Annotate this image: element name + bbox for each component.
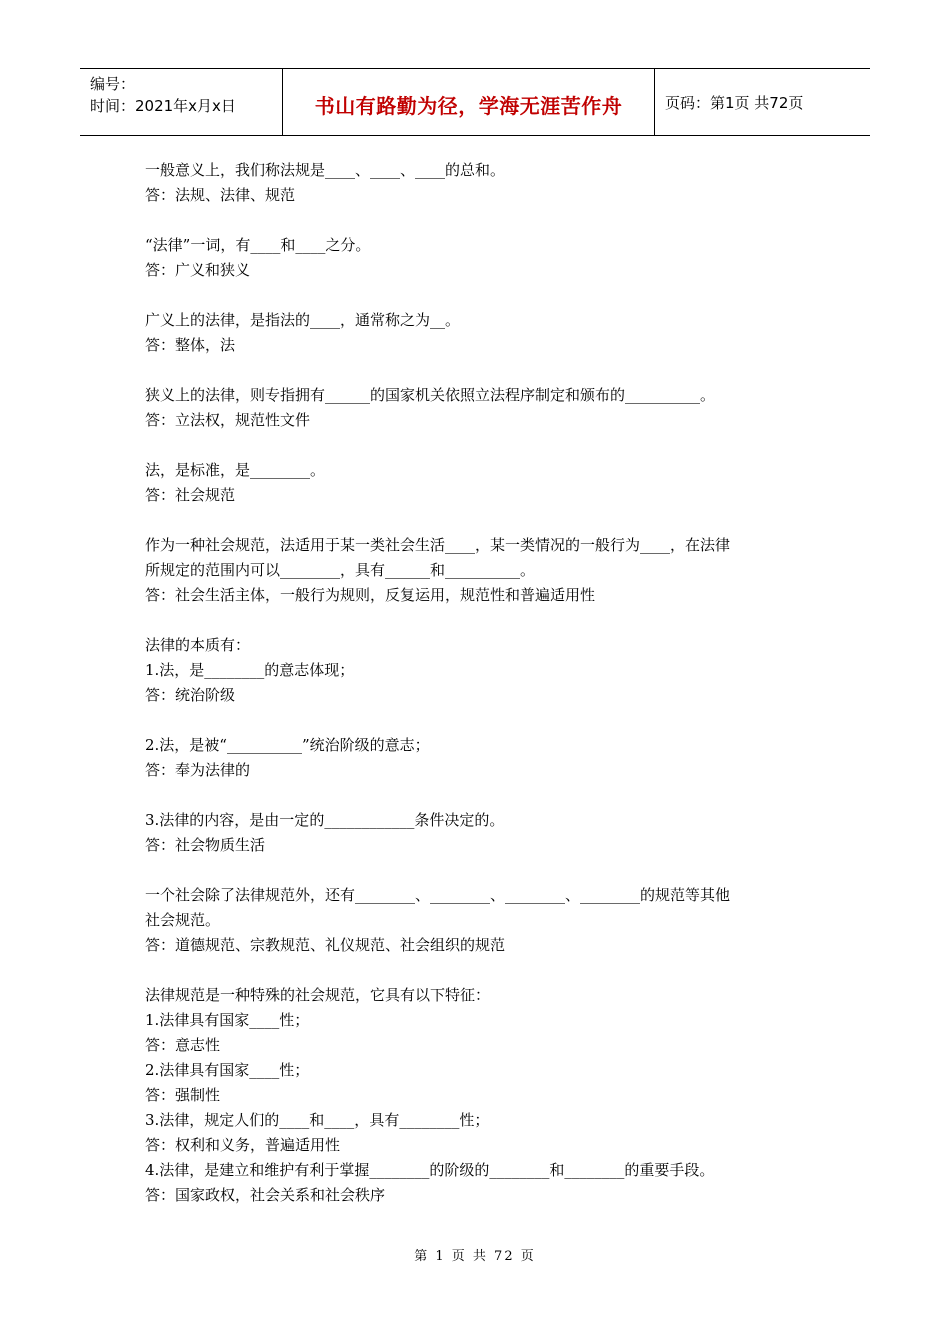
answer-line: 答：整体，法: [145, 336, 236, 354]
motto: 书山有路勤为径，学海无涯苦作舟: [283, 69, 655, 135]
question-line: 狭义上的法律，则专指拥有______的国家机关依照立法程序制定和颁布的__________。: [145, 386, 716, 404]
question-line: 2.法，是被“__________”统治阶级的意志；: [145, 736, 430, 754]
paragraph-gap: [145, 708, 815, 733]
answer-line: 答：意志性: [145, 1036, 221, 1054]
question-line: 1.法律具有国家____性；: [145, 1011, 310, 1029]
paragraph-gap: [145, 358, 815, 383]
answer-line: 答：法规、法律、规范: [145, 186, 296, 204]
question-line: 社会规范。: [145, 911, 221, 929]
code-label: 编号：: [90, 75, 136, 93]
question-line: 2.法律具有国家____性；: [145, 1061, 310, 1079]
header-table: [80, 68, 870, 136]
answer-line: 答：社会物质生活: [145, 836, 266, 854]
answer-line: 答：权利和义务，普遍适用性: [145, 1136, 341, 1154]
paragraph-gap: [145, 858, 815, 883]
header-meta-cell: [80, 69, 283, 135]
answer-line: 答：国家政权，社会关系和社会秩序: [145, 1186, 386, 1204]
question-line: 一般意义上，我们称法规是____、____、____的总和。: [145, 161, 506, 179]
answer-line: 答：社会生活主体，一般行为规则，反复运用，规范性和普遍适用性: [145, 586, 596, 604]
document-body: [145, 158, 815, 1208]
paragraph-gap: [145, 283, 815, 308]
answer-line: 答：道德规范、宗教规范、礼仪规范、社会组织的规范: [145, 936, 506, 954]
paragraph-gap: [145, 608, 815, 633]
question-line: “法律”一词，有____和____之分。: [145, 236, 371, 254]
paragraph-gap: [145, 433, 815, 458]
question-line: 4.法律，是建立和维护有利于掌握________的阶级的________和________的重要手段。: [145, 1161, 715, 1179]
paragraph-gap: [145, 208, 815, 233]
question-line: 法，是标准，是________。: [145, 461, 326, 479]
question-line: 作为一种社会规范，法适用于某一类社会生活____，某一类情况的一般行为____，在法律: [145, 536, 731, 554]
answer-line: 答：社会规范: [145, 486, 236, 504]
answer-line: 答：立法权，规范性文件: [145, 411, 311, 429]
time-label: 时间：2021年x月x日: [90, 97, 236, 115]
paragraph-gap: [145, 508, 815, 533]
paragraph-gap: [145, 783, 815, 808]
question-line: 法律规范是一种特殊的社会规范，它具有以下特征：: [145, 986, 491, 1004]
header-page-info: 页码：第1页 共72页: [665, 93, 804, 112]
question-line: 3.法律的内容，是由一定的____________条件决定的。: [145, 811, 505, 829]
paragraph-gap: [145, 958, 815, 983]
page-footer: 第 1 页 共 72 页: [414, 1249, 536, 1264]
question-line: 1.法，是________的意志体现；: [145, 661, 355, 679]
question-line: 法律的本质有：: [145, 636, 251, 654]
question-line: 3.法律，规定人们的____和____，具有________性；: [145, 1111, 490, 1129]
question-line: 所规定的范围内可以________，具有______和__________。: [145, 561, 536, 579]
answer-line: 答：强制性: [145, 1086, 221, 1104]
answer-line: 答：奉为法律的: [145, 761, 251, 779]
question-line: 广义上的法律，是指法的____，通常称之为__。: [145, 311, 461, 329]
answer-line: 答：统治阶级: [145, 686, 236, 704]
answer-line: 答：广义和狭义: [145, 261, 251, 279]
question-line: 一个社会除了法律规范外，还有________、________、________、________的规范等其他: [145, 886, 731, 904]
